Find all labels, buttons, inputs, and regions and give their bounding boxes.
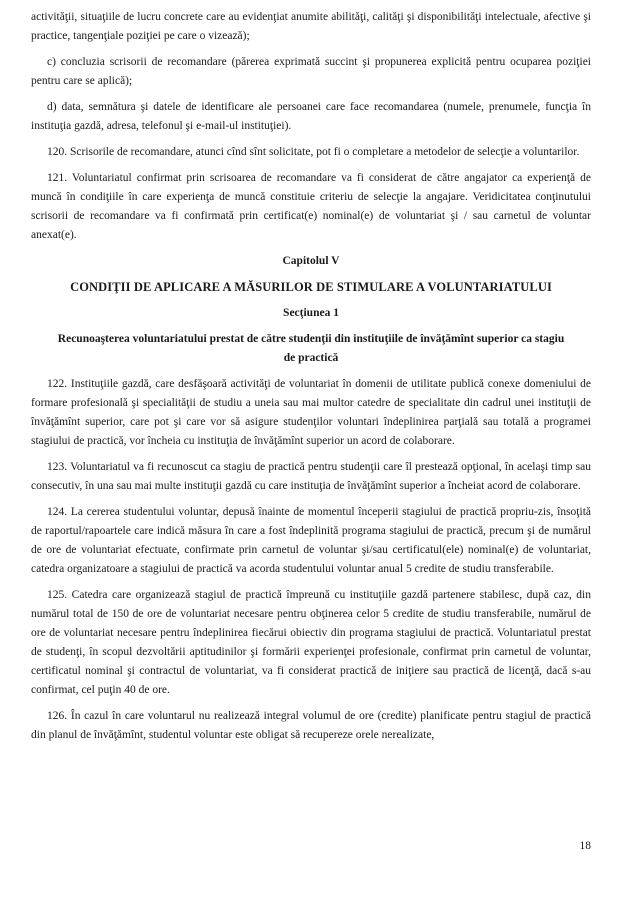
page-number: 18 — [579, 840, 591, 852]
paragraph-continuation: activităţii, situaţiile de lucru concrete care au evidenţiat anumite abilităţi, calităţi şi disponibilităţi intelectuale, afective şi practice, tangenţiale poziţiei pe care o vizează); — [31, 11, 591, 42]
paragraph-121: 121. Voluntariatul confirmat prin scrisoarea de recomandare va fi considerat de către angajator ca experienţă de muncă în condiţiile în care experienţa de muncă constituie criteriu de selecţie la angajare. Veridicitatea conţinutului scrisorii de recomandare va fi confirmată prin certificat(e) nominal(e) de voluntariat şi / sau carnetul de voluntar anexat(e). — [31, 172, 591, 241]
document-page — [31, 8, 591, 888]
paragraph-123: 123. Voluntariatul va fi recunoscut ca stagiu de practică pentru studenţii care îl prestează opţional, în acelaşi timp sau consecutiv, în una sau mai multe instituţii gazdă cu care instituţia de învăţămînt superior a încheiat acord de colaborare. — [31, 461, 591, 492]
paragraph-124: 124. La cererea studentului voluntar, depusă înainte de momentul începerii stagiului de practică propriu-zis, însoţită de raportul/rapoartele care indică măsura în care a fost îndeplinită programa stagiului de practică, precum şi de numărul de ore de voluntariat efectuate, confirmate prin carnetul de voluntar şi/sau certificatul(ele) nominal(e) de voluntariat, catedra organizatoare a stagiului de practică va acorda studentului voluntar anual 5 credite de studiu transferabile. — [31, 506, 591, 575]
paragraph-122: 122. Instituţiile gazdă, care desfăşoară activităţi de voluntariat în domenii de utilitate publică conexe domeniului de formare profesională şi specialităţii de studiu a uneia sau mai multor catedre de specialitate din cadrul unei instituţii de învăţămînt superior, care pot şi care vor să asigure studenţilor voluntari îndeplinirea parţială sau totală a programei stagiului de practică, vor încheia cu instituţia de învăţămînt superior un acord de colaborare. — [31, 378, 591, 447]
paragraph-120: 120. Scrisorile de recomandare, atunci cînd sînt solicitate, pot fi o completare a metodelor de selecţie a voluntarilor. — [47, 146, 580, 158]
paragraph-125: 125. Catedra care organizează stagiul de practică împreună cu instituţiile gazdă partenere stabilesc, după caz, din numărul total de 150 de ore de voluntariat necesare pentru obţinerea celor 5 credite de studiu transferabile, numărul de ore de voluntariat necesare pentru îndeplinirea fiecărui obiectiv din programa stagiului de practică. Voluntariatul prestat de studenţi, în scopul dezvoltării aptitudinilor şi formării experienţei profesionale, confirmat prin carnetul de voluntar, certificatul nominal şi contractul de voluntariat, va fi considerat practică de iniţiere sau practică de licenţă, dacă s-au confirmat, cel puţin 40 de ore. — [31, 589, 591, 696]
chapter-label: Capitolul V — [282, 255, 340, 267]
paragraph-item-c: c) concluzia scrisorii de recomandare (părerea exprimată succint şi propunerea explicită pentru ocuparea poziţiei pentru care se aplică); — [31, 56, 591, 87]
section-title: Recunoaşterea voluntariatului prestat de către studenţii din instituţiile de învăţămînt superior ca stagiu de practică — [57, 333, 565, 364]
paragraph-126: 126. În cazul în care voluntarul nu realizează integral volumul de ore (credite) planificate pentru stagiul de practică din planul de învăţămînt, studentul voluntar este obligat să recupereze orele nerealizate, — [31, 710, 591, 741]
chapter-title: CONDIŢII DE APLICARE A MĂSURILOR DE STIMULARE A VOLUNTARIATULUI — [70, 280, 552, 294]
section-label: Secţiunea 1 — [283, 307, 339, 319]
paragraph-item-d: d) data, semnătura şi datele de identificare ale persoanei care face recomandarea (numele, prenumele, funcţia în instituţia gazdă, adresa, telefonul şi e-mail-ul instituţiei). — [31, 101, 591, 132]
